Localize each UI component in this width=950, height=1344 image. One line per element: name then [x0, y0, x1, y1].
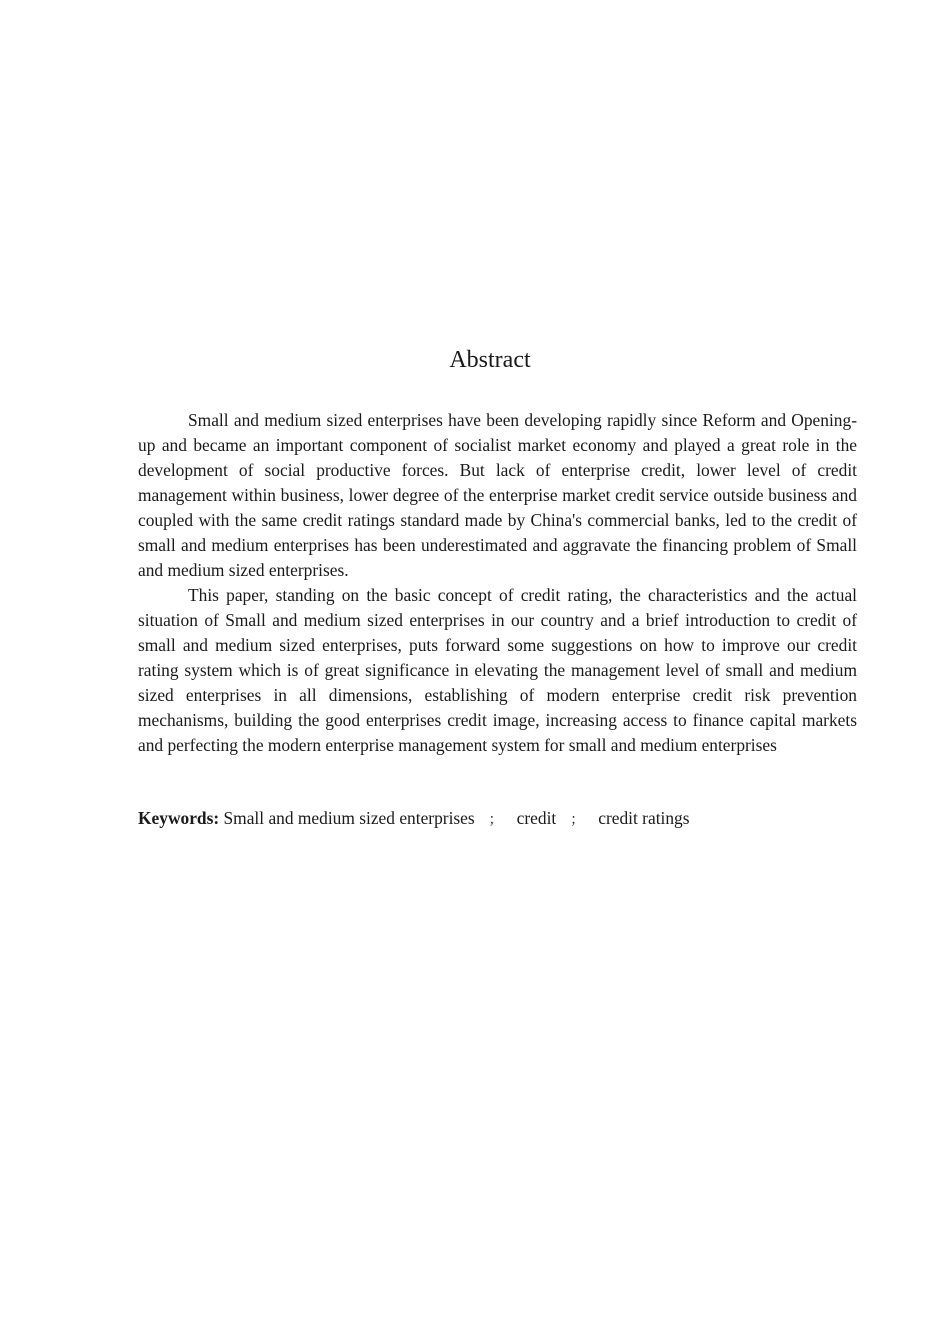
abstract-title: Abstract — [449, 347, 531, 373]
keyword-item: credit ratings — [598, 808, 690, 828]
keywords-line — [138, 806, 857, 833]
abstract-paragraph-1: Small and medium sized enterprises have been developing rapidly since Reform and Opening-up and became an important component of socialist market economy and played a great role in the development of social productive forces. But lack of enterprise credit, lower level of credit management within business, lower degree of the enterprise market credit service outside business and coupled with the same credit ratings standard made by China's commercial banks, led to the credit of small and medium enterprises has been underestimated and aggravate the financing problem of Small and medium sized enterprises. — [138, 410, 857, 580]
abstract-body — [138, 408, 857, 758]
abstract-paragraph-2: This paper, standing on the basic concept of credit rating, the characteristics and the actual situation of Small and medium sized enterprises in our country and a brief introduction to credit of small and medium sized enterprises, puts forward some suggestions on how to improve our credit rating system which is of great significance in elevating the management level of small and medium sized enterprises in all dimensions, establishing of modern enterprise credit risk prevention mechanisms, building the good enterprises credit image, increasing access to finance capital markets and perfecting the modern enterprise management system for small and medium enterprises — [138, 585, 857, 755]
keyword-separator: ； — [488, 813, 503, 828]
keywords-label: Keywords: — [138, 808, 220, 828]
keyword-separator: ； — [570, 813, 585, 828]
keyword-item: credit — [516, 808, 557, 828]
keyword-item: Small and medium sized enterprises — [223, 808, 475, 828]
